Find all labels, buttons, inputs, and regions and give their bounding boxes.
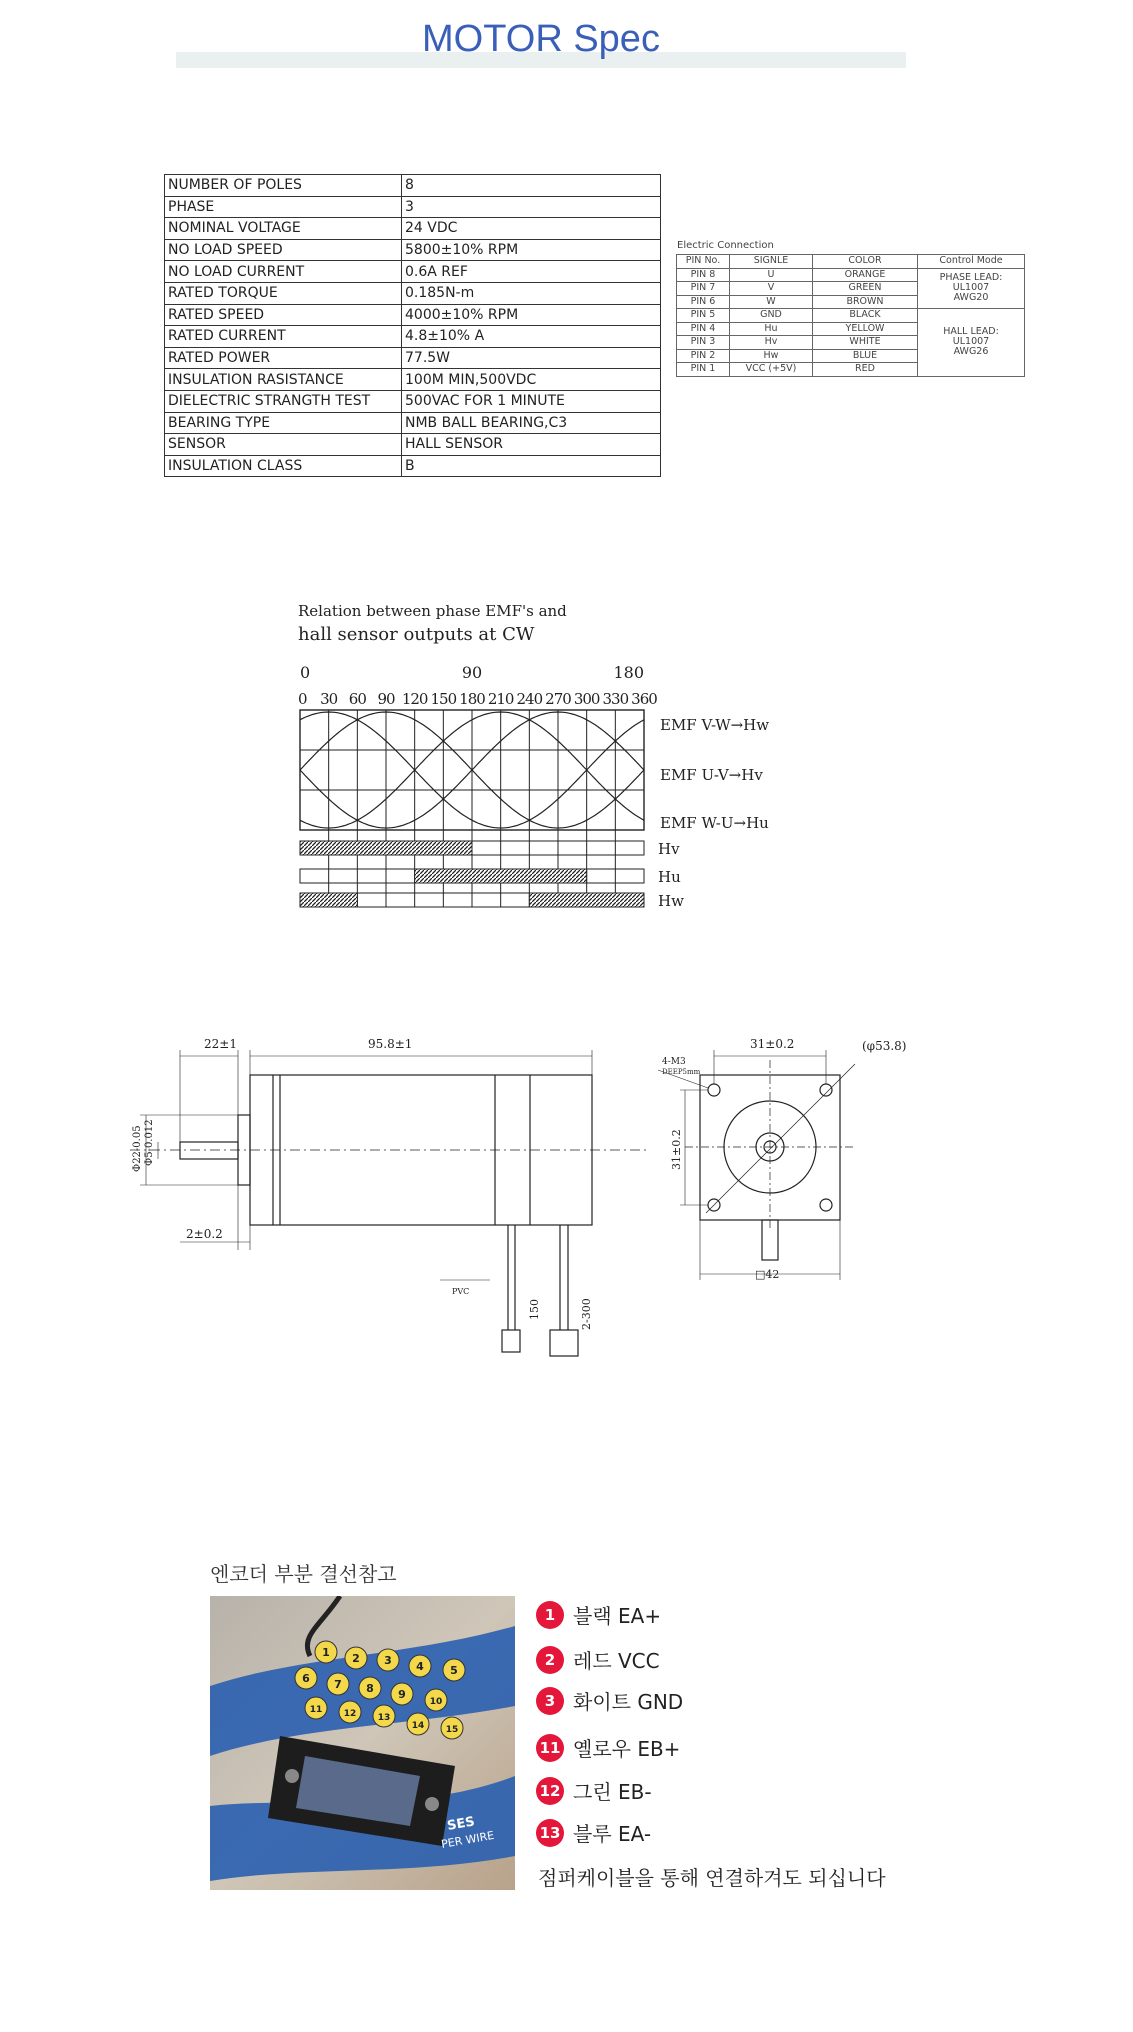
photo-pin-number: 8 <box>366 1682 374 1695</box>
chart-title-line1: Relation between phase EMF's and <box>298 602 567 620</box>
elec-tick-label: 150 <box>430 690 457 708</box>
spec-key: BEARING TYPE <box>165 412 402 434</box>
pin-label: 화이트 GND <box>573 1690 684 1714</box>
ec-cell-signal: U <box>730 268 813 282</box>
pin-label: 레드 VCC <box>573 1649 660 1673</box>
ec-cell-pin: PIN 7 <box>677 282 730 296</box>
ec-cell-signal: Hu <box>730 322 813 336</box>
ec-header-pin: PIN No. <box>677 255 730 269</box>
mount-hole <box>708 1084 720 1096</box>
chart-title-line2: hall sensor outputs at CW <box>298 624 535 645</box>
ec-cell-signal: Hv <box>730 336 813 350</box>
hall-high-segment <box>529 893 644 907</box>
cable-print-text: SES <box>446 1814 476 1834</box>
emf-label: EMF V-W→Hw <box>660 716 770 734</box>
hall-label: Hw <box>658 892 684 910</box>
mount-hole <box>820 1199 832 1211</box>
ec-cell-color: GREEN <box>813 282 918 296</box>
spec-key: NO LOAD CURRENT <box>165 261 402 283</box>
phase-lead-cell <box>918 268 1025 309</box>
spec-value: NMB BALL BEARING,C3 <box>402 412 661 434</box>
elec-tick-label: 210 <box>487 690 514 708</box>
dim-holes: 4-M3 <box>662 1057 686 1067</box>
spec-key: INSULATION CLASS <box>165 455 402 477</box>
elec-tick-label: 60 <box>348 690 366 708</box>
dim-shaft-dia: Φ5-0.012 <box>144 1119 155 1166</box>
encoder-pin-row <box>536 1776 652 1805</box>
spec-value: 4000±10% RPM <box>402 304 661 326</box>
spec-value: 500VAC FOR 1 MINUTE <box>402 390 661 412</box>
encoder-connector-photo <box>210 1596 515 1890</box>
photo-pin-number: 14 <box>411 1721 425 1731</box>
ec-cell-pin: PIN 8 <box>677 268 730 282</box>
photo-pin-number: 1 <box>322 1646 330 1659</box>
pin-label: 옐로우 EB+ <box>573 1737 681 1761</box>
encoder-pin-row <box>536 1733 680 1762</box>
ec-header-color: COLOR <box>813 255 918 269</box>
ec-cell-signal: Hw <box>730 349 813 363</box>
phase-connector <box>550 1330 578 1356</box>
dim-lead-len2: 2-300 <box>580 1298 593 1330</box>
spec-value: B <box>402 455 661 477</box>
encoder-pin-row <box>536 1818 651 1847</box>
photo-pin-number: 2 <box>352 1652 360 1665</box>
hall-high-segment <box>415 869 587 883</box>
spec-row <box>165 175 661 197</box>
ec-cell-color: BROWN <box>813 295 918 309</box>
ec-header-row <box>677 255 1025 269</box>
motor-dimension-drawing <box>110 1030 940 1370</box>
spec-row <box>165 282 661 304</box>
elec-tick-label: 270 <box>545 690 571 708</box>
spec-value: 4.8±10% A <box>402 326 661 348</box>
spec-key: NO LOAD SPEED <box>165 239 402 261</box>
ec-cell-color: BLACK <box>813 309 918 323</box>
pin-number-badge: 13 <box>536 1819 564 1847</box>
spec-row <box>165 412 661 434</box>
photo-pin-number: 6 <box>302 1672 310 1685</box>
ec-cell-pin: PIN 3 <box>677 336 730 350</box>
ec-cell-pin: PIN 5 <box>677 309 730 323</box>
dim-height: 31±0.2 <box>670 1129 683 1170</box>
spec-row <box>165 434 661 456</box>
shaft <box>180 1142 238 1159</box>
phase-lead-text: AWG20 <box>953 292 989 304</box>
ec-cell-pin: PIN 4 <box>677 322 730 336</box>
ec-row <box>677 309 1025 323</box>
ec-row <box>677 268 1025 282</box>
spec-key: RATED POWER <box>165 347 402 369</box>
spec-key: SENSOR <box>165 434 402 456</box>
spec-row <box>165 455 661 477</box>
ec-header-signal: SIGNLE <box>730 255 813 269</box>
spec-row <box>165 390 661 412</box>
dim-pvc: PVC <box>452 1287 470 1296</box>
spec-key: DIELECTRIC STRANGTH TEST <box>165 390 402 412</box>
ec-cell-pin: PIN 6 <box>677 295 730 309</box>
spec-value: HALL SENSOR <box>402 434 661 456</box>
elec-tick-label: 300 <box>573 690 600 708</box>
ec-cell-color: ORANGE <box>813 268 918 282</box>
dim-lead-len: 150 <box>528 1299 541 1320</box>
dim-pilot-dia: Φ22-0.05 <box>132 1125 143 1172</box>
photo-pin-number: 4 <box>416 1660 424 1673</box>
spec-row <box>165 196 661 218</box>
photo-pin-number: 13 <box>377 1713 391 1723</box>
hall-connector <box>502 1330 520 1352</box>
motor-spec-table <box>164 174 661 477</box>
pin-number-badge: 2 <box>536 1646 564 1674</box>
page-title: MOTOR Spec <box>422 18 660 60</box>
ec-cell-color: BLUE <box>813 349 918 363</box>
phase-lead-text: PHASE LEAD: <box>939 272 1003 284</box>
spec-row <box>165 326 661 348</box>
photo-pin-number: 9 <box>398 1688 406 1701</box>
dim-bolt-circle: 31±0.2 <box>750 1037 795 1051</box>
encoder-pin-row <box>536 1645 660 1674</box>
spec-value: 100M MIN,500VDC <box>402 369 661 391</box>
spec-value: 24 VDC <box>402 218 661 240</box>
hall-high-segment <box>300 841 472 855</box>
spec-value: 77.5W <box>402 347 661 369</box>
ec-cell-pin: PIN 1 <box>677 363 730 377</box>
mech-tick-label: 0 <box>300 663 311 682</box>
spec-key: INSULATION RASISTANCE <box>165 369 402 391</box>
pin-label: 블루 EA- <box>573 1822 652 1846</box>
spec-key: PHASE <box>165 196 402 218</box>
ec-cell-color: RED <box>813 363 918 377</box>
pin-number-badge: 3 <box>536 1687 564 1715</box>
ec-header-mode: Control Mode <box>918 255 1025 269</box>
hall-label: Hu <box>658 868 681 886</box>
elec-tick-label: 90 <box>377 690 395 708</box>
elec-tick-label: 120 <box>401 690 428 708</box>
emf-label: EMF U-V→Hv <box>660 766 763 784</box>
spec-key: RATED TORQUE <box>165 282 402 304</box>
dim-flange-thk: 2±0.2 <box>186 1227 223 1241</box>
elec-tick-label: 0 <box>298 690 307 708</box>
dim-square: □42 <box>755 1268 780 1281</box>
spec-value: 5800±10% RPM <box>402 239 661 261</box>
dim-pcd: (φ53.8) <box>862 1039 907 1053</box>
hall-lead-cell <box>918 309 1025 377</box>
pin-label: 그린 EB- <box>573 1780 652 1804</box>
mount-hole <box>820 1084 832 1096</box>
elec-tick-label: 180 <box>459 690 485 708</box>
spec-value: 3 <box>402 196 661 218</box>
spec-row <box>165 239 661 261</box>
connector-illustration <box>210 1596 515 1890</box>
mech-tick-label: 90 <box>461 663 483 682</box>
dim-body-len: 95.8±1 <box>368 1037 413 1051</box>
encoder-title: 엔코더 부분 결선참고 <box>210 1562 397 1586</box>
ec-cell-pin: PIN 2 <box>677 349 730 363</box>
ec-cell-signal: VCC (+5V) <box>730 363 813 377</box>
photo-pin-number: 5 <box>450 1664 458 1677</box>
spec-key: NUMBER OF POLES <box>165 175 402 197</box>
spec-value: 0.6A REF <box>402 261 661 283</box>
spec-row <box>165 261 661 283</box>
spec-value: 8 <box>402 175 661 197</box>
cable-print-text-2: PER WIRE <box>440 1828 496 1851</box>
spec-row <box>165 218 661 240</box>
hall-lead-text: UL1007 <box>952 336 990 348</box>
ec-cell-signal: V <box>730 282 813 296</box>
dim-shaft-len: 22±1 <box>204 1037 237 1051</box>
photo-pin-number: 10 <box>429 1697 443 1707</box>
ec-cell-signal: GND <box>730 309 813 323</box>
ec-cell-color: WHITE <box>813 336 918 350</box>
electric-connection-table <box>676 254 1025 377</box>
pin-label: 블랙 EA+ <box>573 1604 662 1628</box>
elec-tick-label: 240 <box>516 690 543 708</box>
motor-body-outline <box>250 1075 592 1225</box>
front-view <box>658 1050 855 1280</box>
encoder-pin-row <box>536 1686 683 1715</box>
pcd-leader <box>706 1064 855 1213</box>
photo-pin-number: 7 <box>334 1678 342 1691</box>
elec-tick-label: 360 <box>631 690 657 708</box>
spec-key: RATED CURRENT <box>165 326 402 348</box>
side-view <box>130 1050 650 1356</box>
jumper-cable-note: 점퍼케이블을 통해 연결하겨도 되십니다 <box>538 1866 886 1890</box>
hall-lead-text: HALL LEAD: <box>943 326 999 338</box>
hall-lead-text: AWG26 <box>953 346 989 358</box>
photo-pin-number: 3 <box>384 1654 392 1667</box>
phase-lead-text: UL1007 <box>952 282 990 294</box>
photo-pin-number: 15 <box>445 1725 459 1735</box>
encoder-pin-row <box>536 1600 661 1629</box>
photo-pin-number: 11 <box>309 1705 323 1715</box>
hall-label: Hv <box>658 840 680 858</box>
elec-tick-label: 330 <box>602 690 629 708</box>
pin-number-badge: 11 <box>536 1734 564 1762</box>
photo-pin-number: 12 <box>343 1709 357 1719</box>
mech-tick-label: 180 <box>613 663 644 682</box>
spec-row <box>165 369 661 391</box>
dim-hole-depth: DEEP5mm <box>662 1068 701 1076</box>
elec-tick-label: 30 <box>320 690 338 708</box>
pin-number-badge: 12 <box>536 1777 564 1805</box>
pin-number-badge: 1 <box>536 1601 564 1629</box>
spec-row <box>165 304 661 326</box>
spec-key: NOMINAL VOLTAGE <box>165 218 402 240</box>
hall-high-segment <box>300 893 357 907</box>
emf-label: EMF W-U→Hu <box>660 814 769 832</box>
spec-row <box>165 347 661 369</box>
hall-timing-chart <box>296 598 796 918</box>
spec-key: RATED SPEED <box>165 304 402 326</box>
electric-connection-title: Electric Connection <box>677 240 774 251</box>
ec-cell-color: YELLOW <box>813 322 918 336</box>
ec-cell-signal: W <box>730 295 813 309</box>
spec-value: 0.185N-m <box>402 282 661 304</box>
